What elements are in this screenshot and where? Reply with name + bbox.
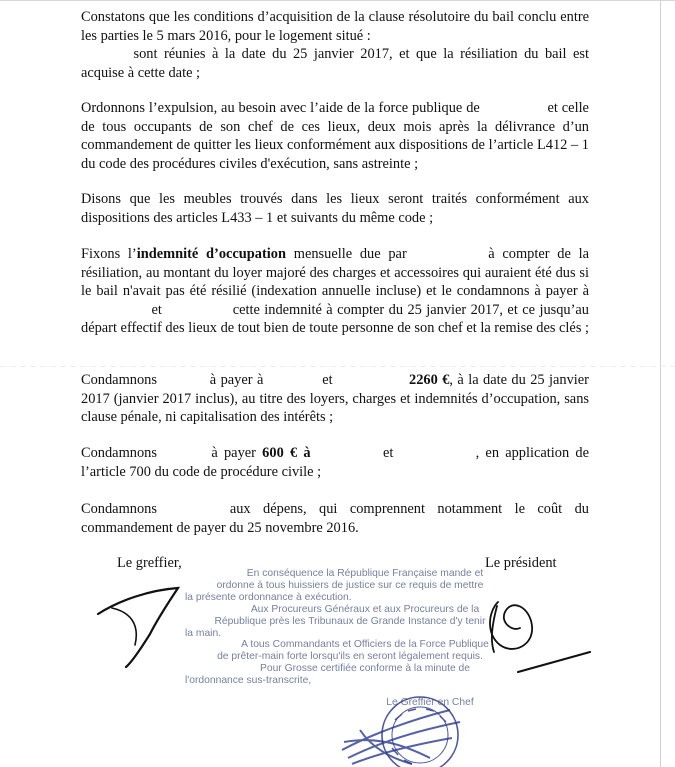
stamp-line: Aux Procureurs Généraux et aux Procureurs de la bbox=[250, 603, 480, 615]
text: à payer bbox=[211, 445, 256, 461]
bold-text: indemnité d’occupation bbox=[136, 246, 286, 262]
text: , à la date du 25 janvier 2017 (janvier 2017 inclus), au titre des loyers, charges et indemnités d’occupation, sans clause pénale, ni capitalisation des intérêts ; bbox=[81, 372, 589, 425]
stamp-line: Le Greffier en Chef bbox=[386, 697, 474, 709]
stamp-line: Pour Grosse certifiée conforme à la minute de bbox=[259, 663, 471, 675]
text: Constatons que les conditions d’acquisition de la clause résolutoire du bail conclu entre les parties le 5 mars 2016, pour le logement situé : bbox=[81, 9, 589, 44]
stamp-line: de prêter-main forte lorsqu'ils en seront légalement requis. bbox=[217, 651, 483, 663]
text: cette indemnité à compter du 25 janvier 2017, et ce jusqu’au départ effectif des lieux de tout bien de toute personne de son chef et la remise des clés ; bbox=[81, 301, 590, 336]
text: Fixons l’ bbox=[81, 246, 137, 262]
text: Disons que les meubles trouvés dans les lieux seront traités conformément aux dispositions des articles L433 – 1 et suivants du même code ; bbox=[81, 191, 589, 226]
text: aux dépens, qui comprennent notamment le coût du commandement de payer du 25 novembre 2016. bbox=[81, 501, 589, 536]
text: , en application de l’article 700 du code de procédure civile ; bbox=[81, 445, 589, 480]
stamp-line: A tous Commandants et Officiers de la Force Publique bbox=[241, 639, 489, 651]
president-label: Le président bbox=[485, 555, 557, 571]
text: Condamnons bbox=[81, 501, 157, 517]
text: à compter de la résiliation, au montant du loyer majoré des charges et accessoires qui auraient été dus si le bail n'avait pas été résilié (indexation annuelle incluse) et le condamnons à payer bbox=[81, 246, 589, 299]
greffier-label: Le greffier, bbox=[117, 555, 182, 571]
stamp-line: En conséquence la République Française mande et bbox=[246, 568, 484, 579]
stamp-line: la main. bbox=[185, 627, 222, 639]
amount: 600 € à bbox=[262, 445, 311, 461]
text: et bbox=[151, 301, 162, 318]
stamp-line: République près les Tribunaux de Grande Instance d'y tenir bbox=[214, 615, 486, 627]
amount: 2260 € bbox=[409, 372, 450, 388]
text: et bbox=[322, 372, 333, 388]
text: sont réunies à la date du 25 janvier 2017, et que la résiliation du bail est acquise à cette date ; bbox=[81, 46, 589, 81]
text: et bbox=[383, 445, 394, 461]
text: Condamnons bbox=[81, 445, 157, 461]
text: Condamnons bbox=[81, 372, 157, 388]
text: mensuelle due par bbox=[293, 246, 407, 262]
text: à payer à bbox=[209, 372, 264, 388]
text: à bbox=[582, 283, 589, 299]
stamp-line: ordonne à tous huissiers de justice sur ce requis de mettre bbox=[216, 579, 484, 591]
text: et celle de tous occupants de son chef de ces lieux, deux mois après la délivrance d’un commandement de quitter les lieux conformément aux dispositions de l’article L412 – 1 du code des procédures civiles d'exécution, sans astreinte ; bbox=[81, 100, 589, 172]
text: Ordonnons l’expulsion, au besoin avec l’aide de la force publique de bbox=[81, 100, 480, 116]
stamp-line: l'ordonnance sus-transcrite, bbox=[185, 675, 312, 687]
stamp-line: la présente ordonnance à exécution. bbox=[185, 591, 352, 603]
